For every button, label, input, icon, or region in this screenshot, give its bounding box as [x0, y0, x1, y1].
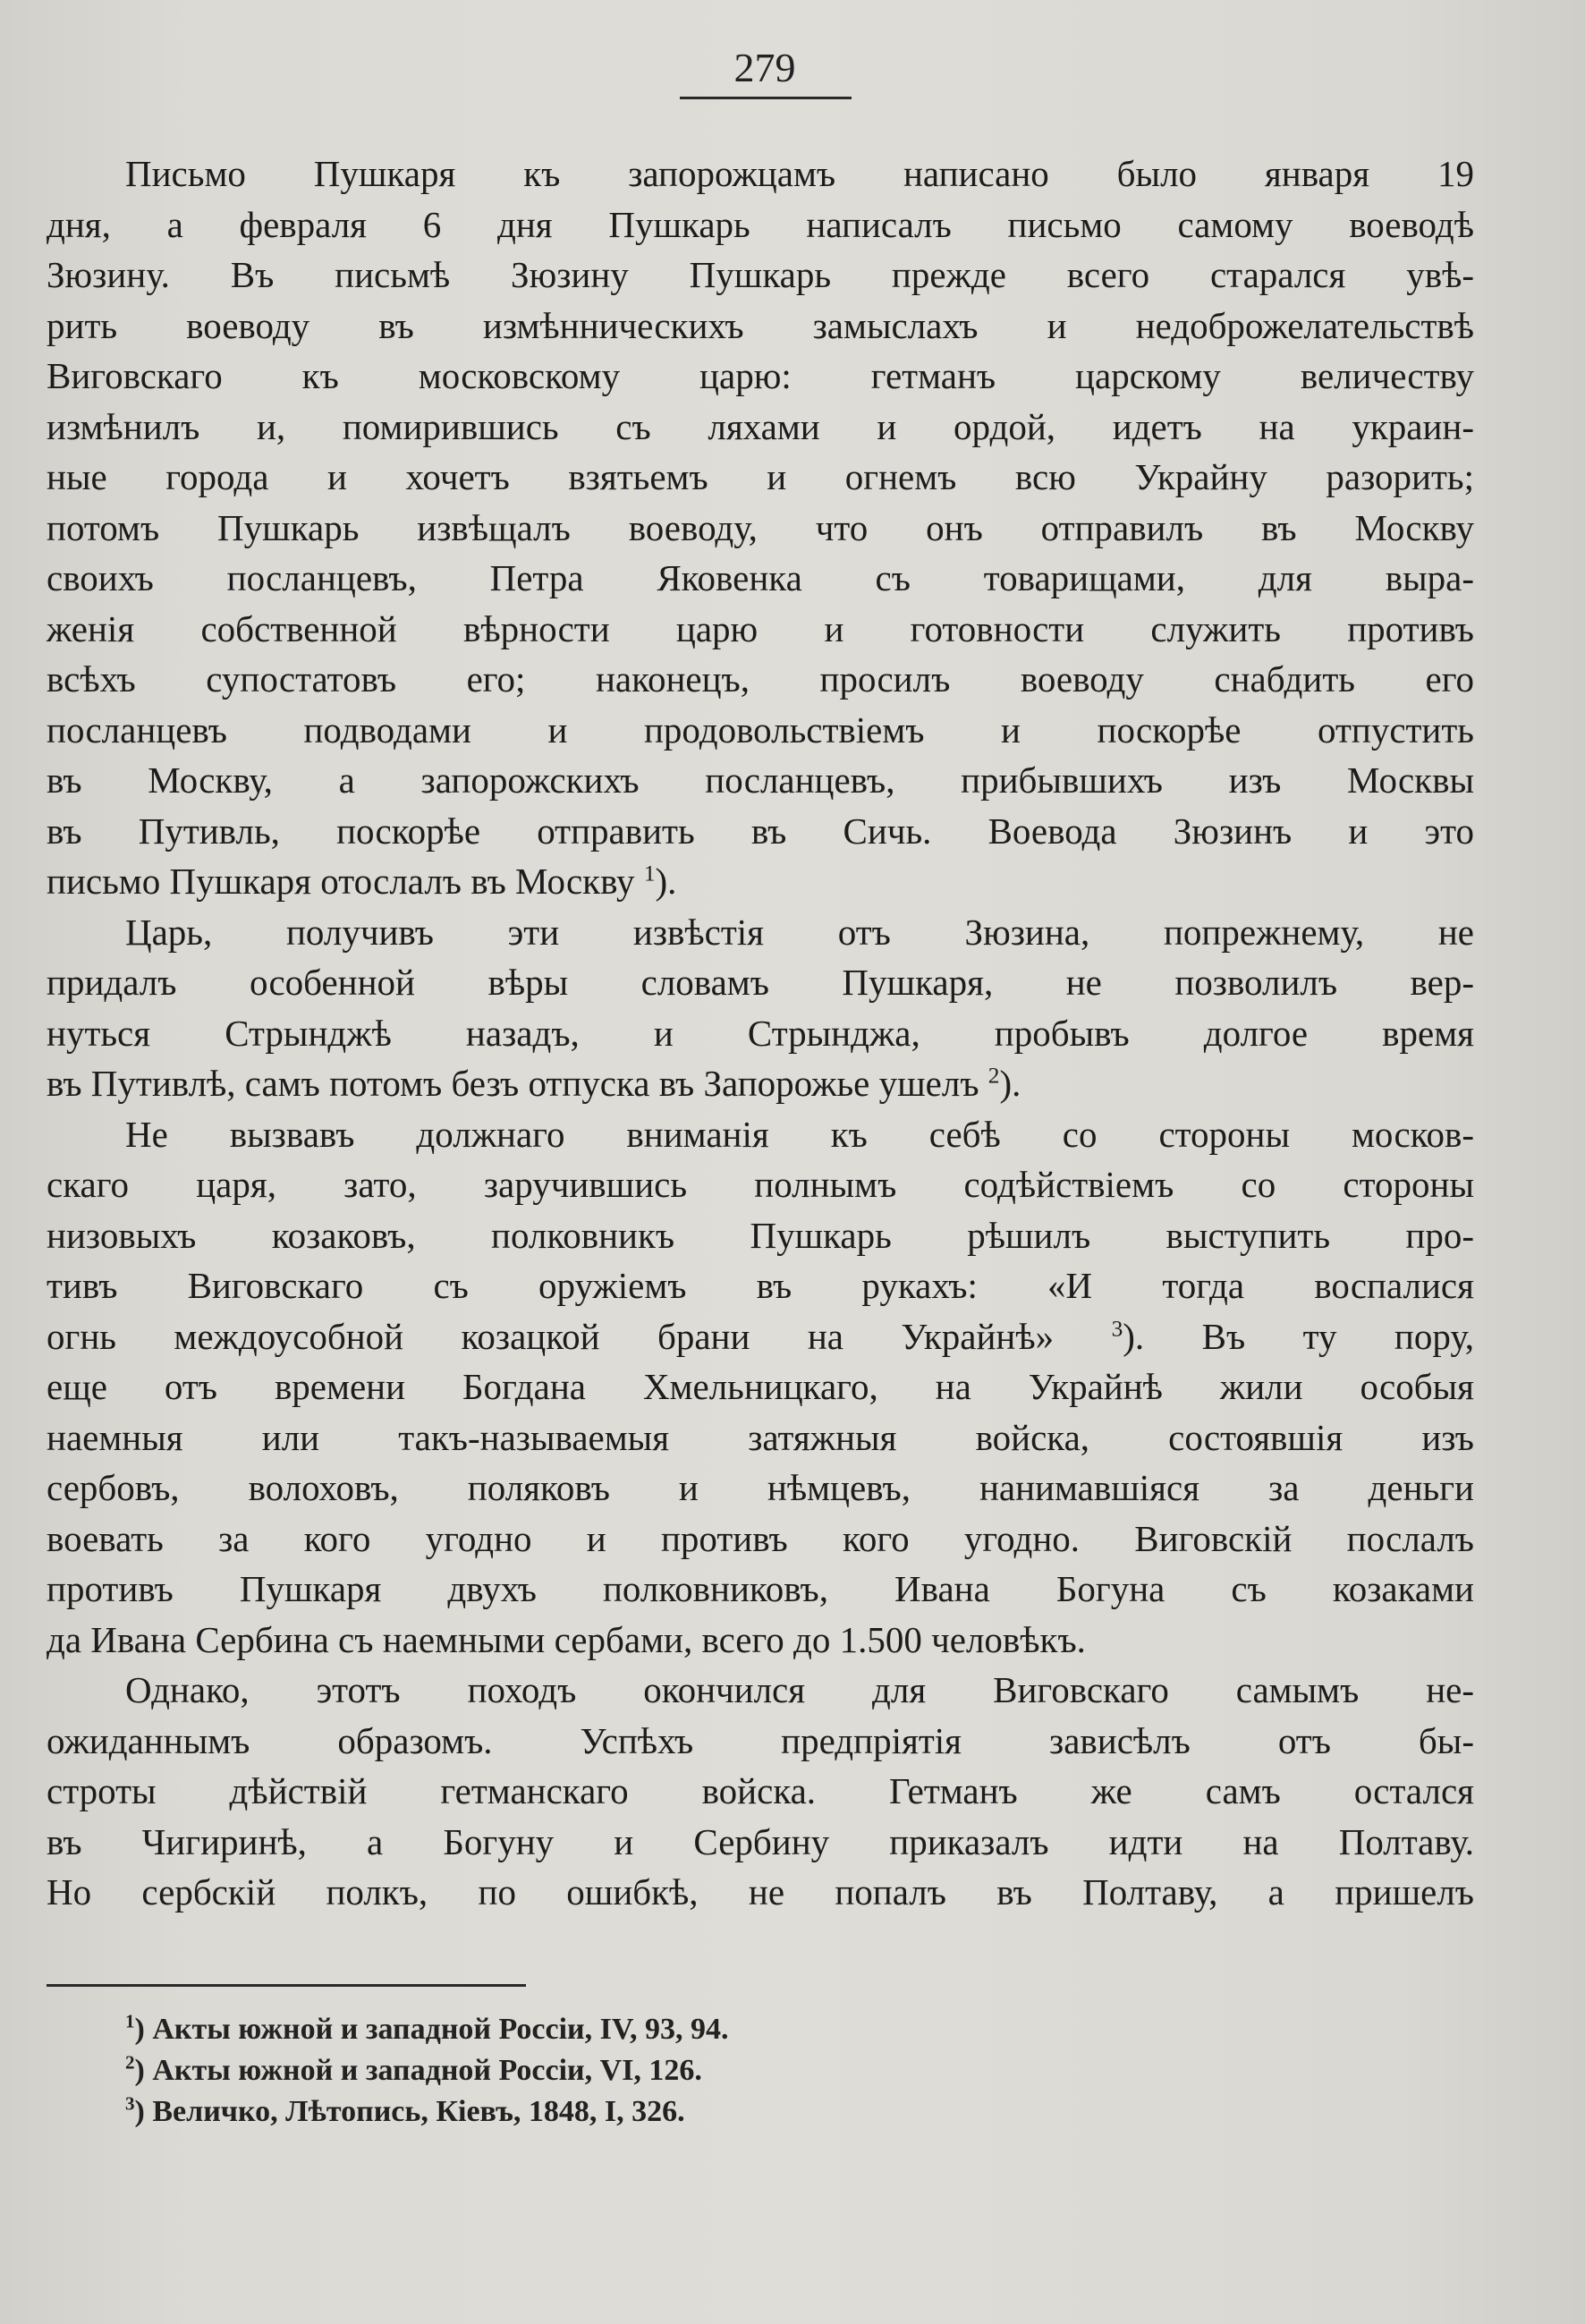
text-line: Царь, получивъ эти извѣстія отъ Зюзина, попрежнему, не	[125, 911, 1474, 953]
text-line: въ Москву, а запорожскихъ посланцевъ, прибывшихъ изъ Москвы	[47, 759, 1474, 801]
text-line-content: въ Путивлѣ, самъ потомъ безъ отпуска въ Запорожье ушелъ	[47, 1063, 988, 1104]
footnote-text: ) Величко, Лѣтопись, Кіевъ, 1848, I, 326.	[134, 2095, 685, 2128]
footnote-1	[125, 2009, 1199, 2050]
text-line: посланцевъ подводами и продовольствіемъ и поскорѣе отпустить	[47, 708, 1474, 751]
text-line: низовыхъ козаковъ, полковникъ Пушкарь рѣшилъ выступить про-	[47, 1214, 1474, 1256]
footnote-mark: 3	[125, 2092, 135, 2115]
text-line: Не вызвавъ должнаго вниманія къ себѣ со стороны москов-	[125, 1113, 1474, 1155]
text-line: ожиданнымъ образомъ. Успѣхъ предпріятія зависѣлъ отъ бы-	[47, 1719, 1474, 1761]
footnote-ref-2: 2	[987, 1063, 1000, 1089]
text-line-content: письмо Пушкаря отослалъ въ Москву	[47, 861, 644, 902]
footnote-ref-1: 1	[643, 861, 656, 886]
text-line: женія собственной вѣрности царю и готовности служить противъ	[47, 607, 1474, 649]
text-line: дня, а февраля 6 дня Пушкарь написалъ письмо самому воеводѣ	[47, 203, 1474, 245]
text-line-tail: . Въ ту пору,	[1134, 1315, 1474, 1357]
footnote-2	[125, 2050, 1199, 2091]
text-line: Зюзину. Въ письмѣ Зюзину Пушкарь прежде всего старался увѣ-	[47, 254, 1474, 295]
main-text	[47, 148, 1474, 1918]
text-line: письмо Пушкаря отослалъ въ Москву $^1$).	[47, 861, 677, 902]
text-line: Однако, этотъ походъ окончился для Виговскаго самымъ не-	[125, 1669, 1474, 1710]
text-line: измѣнилъ и, помирившись съ ляхами и ордой, идетъ на украин-	[47, 405, 1474, 447]
text-line-content: огнь междоусобной козацкой брани на Украйнѣ»	[47, 1315, 1112, 1357]
text-line: Письмо Пушкаря къ запорожцамъ написано было января 19	[125, 153, 1474, 194]
footnote-3	[125, 2091, 1199, 2133]
text-line: ные города и хочетъ взятьемъ и огнемъ всю Украйну разорить;	[47, 456, 1474, 497]
text-line: тивъ Виговскаго съ оружіемъ въ рукахъ: «И тогда воспалися	[47, 1265, 1474, 1306]
text-line: сербовъ, волоховъ, поляковъ и нѣмцевъ, нанимавшіяся за деньги	[47, 1467, 1474, 1508]
text-line: скаго царя, зато, заручившись полнымъ содѣйствіемъ со стороны	[47, 1164, 1474, 1205]
footnote-ref-close: )	[1123, 1315, 1135, 1357]
footnote-mark: 1	[125, 2010, 135, 2032]
page-number-rule	[680, 97, 852, 99]
text-line: своихъ посланцевъ, Петра Яковенка съ товарищами, для выра-	[47, 557, 1474, 598]
text-line: еще отъ времени Богдана Хмельницкаго, на Украйнѣ жили особыя	[47, 1366, 1474, 1407]
footnote-ref-close: )	[655, 861, 668, 902]
text-line: потомъ Пушкарь извѣщалъ воеводу, что онъ отправилъ въ Москву	[47, 506, 1474, 548]
text-line: строты дѣйствій гетманскаго войска. Гетманъ же самъ остался	[47, 1770, 1474, 1811]
footnote-ref-close: )	[999, 1063, 1013, 1104]
text-line: воевать за кого угодно и противъ кого угодно. Виговскій послалъ	[47, 1517, 1474, 1559]
text-line: нуться Стрынджѣ назадъ, и Стрынджа, пробывъ долгое время	[47, 1012, 1474, 1054]
text-line: рить воеводу въ измѣнническихъ замыслахъ и недоброжелательствѣ	[47, 304, 1474, 346]
text-line: въ Путивлѣ, самъ потомъ безъ отпуска въ Запорожье ушелъ $^2$).	[47, 1063, 1021, 1104]
footnote-text: ) Акты южной и западной Россіи, IV, 93, 94.	[134, 2013, 729, 2046]
text-line: Но сербскій полкъ, по ошибкѣ, не попалъ въ Полтаву, а пришелъ	[47, 1871, 1474, 1913]
text-line: въ Чигиринѣ, а Богуну и Сербину приказалъ идти на Полтаву.	[47, 1820, 1474, 1862]
text-line: наемныя или такъ-называемыя затяжныя войска, состоявшія изъ	[47, 1416, 1474, 1458]
footnote-mark: 2	[125, 2051, 135, 2074]
footnote-text: ) Акты южной и западной Россіи, VI, 126.	[134, 2054, 702, 2087]
page-number: 279	[733, 45, 796, 90]
text-line: всѣхъ супостатовъ его; наконецъ, просилъ воеводу снабдить его	[47, 658, 1474, 700]
footnote-ref-3: 3	[1111, 1315, 1123, 1341]
text-line: въ Путивль, поскорѣе отправить въ Сичь. Воевода Зюзинъ и это	[47, 810, 1474, 852]
text-line: Виговскаго къ московскому царю: гетманъ царскому величеству	[47, 355, 1474, 396]
footnotes	[125, 2009, 1199, 2133]
text-line: придалъ особенной вѣры словамъ Пушкаря, не позволилъ вер-	[47, 962, 1474, 1003]
text-line: да Ивана Сербина съ наемными сербами, всего до 1.500 человѣкъ.	[47, 1618, 1086, 1660]
text-line	[47, 1311, 1474, 1362]
footnote-separator	[47, 1984, 526, 1987]
text-line: противъ Пушкаря двухъ полковниковъ, Ивана Богуна съ козаками	[47, 1568, 1474, 1609]
